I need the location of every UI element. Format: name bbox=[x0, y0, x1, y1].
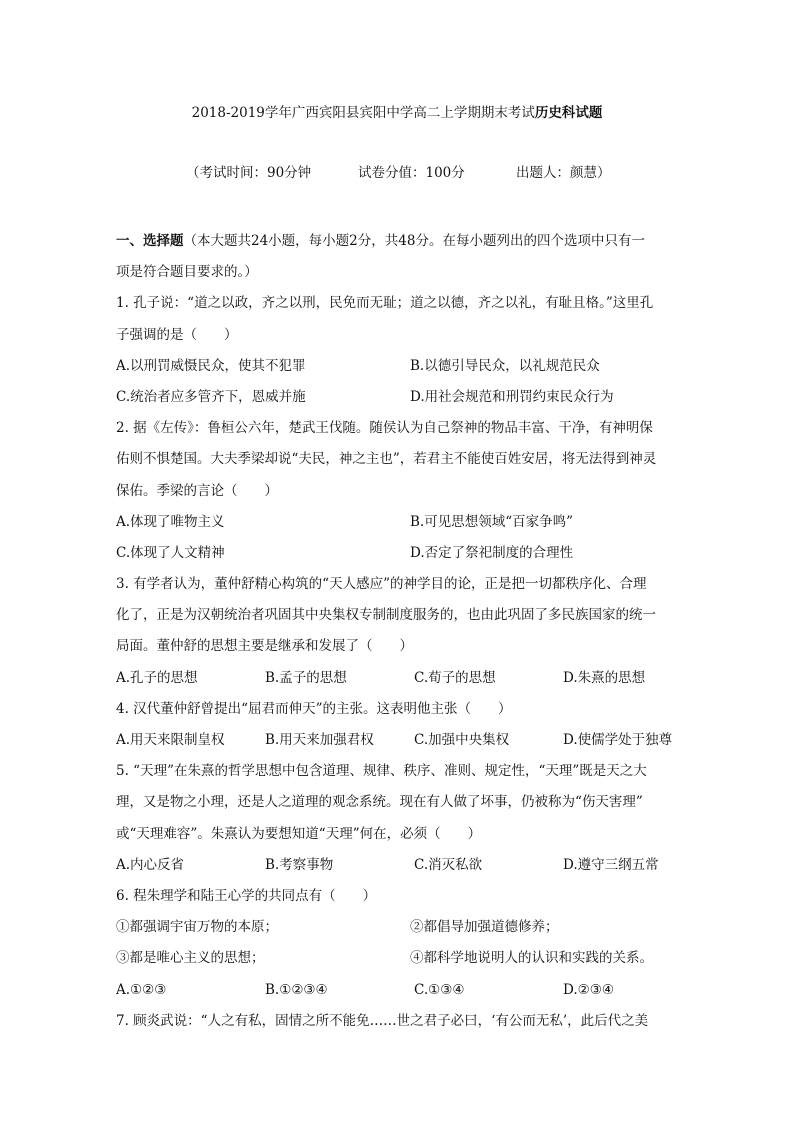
option-d: D.遵守三纲五常 bbox=[563, 856, 659, 873]
option-d: D.②③④ bbox=[563, 981, 614, 998]
statement-2: ②都倡导加强道德修养； bbox=[410, 919, 559, 936]
question-5-text: 5. “天理”在朱熹的哲学思想中包含道理、规律、秩序、准则、规定性，“天理”既是天之大 bbox=[116, 763, 647, 780]
question-5-text-cont: 理，又是物之小理，还是人之道理的观念系统。现在有人做了坏事，仍被称为“伤天害理” bbox=[116, 794, 643, 811]
question-2-text-cont: 佑则不惧楚国。大夫季梁却说“夫民，神之主也”，若君主不能使百姓安居，将无法得到神灵 bbox=[116, 451, 657, 468]
option-c: C.荀子的思想 bbox=[414, 669, 496, 686]
question-2-text: 2. 据《左传》：鲁桓公六年，楚武王伐随。随侯认为自己祭神的物品丰富、干净，有神明保 bbox=[116, 420, 653, 437]
exam-info bbox=[186, 163, 666, 183]
question-1-options-row bbox=[116, 351, 676, 382]
question-3-text-cont: 化了，正是为汉朝统治者巩固其中央集权专制制度服务的，也由此巩固了多民族国家的统一 bbox=[116, 607, 656, 624]
option-c: C.统治者应多管齐下，恩威并施 bbox=[116, 388, 306, 405]
question-2-options-row bbox=[116, 507, 676, 538]
option-c: C.消灭私欲 bbox=[414, 856, 483, 873]
question-3-text: 3. 有学者认为，董仲舒精心构筑的“天人感应”的神学目的论，正是把一切都秩序化、合理 bbox=[116, 576, 647, 593]
statement-4: ④都科学地说明人的认识和实践的关系。 bbox=[410, 950, 653, 967]
option-b: B.以德引导民众，以礼规范民众 bbox=[410, 357, 600, 374]
option-d: D.否定了祭祀制度的合理性 bbox=[410, 544, 574, 561]
question-3-text-cont: 局面。董仲舒的思想主要是继承和发展了（ ） bbox=[116, 638, 413, 655]
question-4-options-row bbox=[116, 725, 676, 756]
title-plain: 2018-2019学年广西宾阳县宾阳中学高二上学期期末考试 bbox=[191, 105, 535, 121]
option-c: C.体现了人文精神 bbox=[116, 544, 225, 561]
question-2-options-row bbox=[116, 538, 676, 569]
section-label: 一、选择题 bbox=[116, 233, 184, 249]
question-6-statements-row bbox=[116, 943, 676, 974]
exam-time: （考试时间：90分钟 bbox=[186, 165, 312, 181]
question-6-options-row bbox=[116, 975, 676, 1006]
option-b: B.可见思想领域“百家争鸣” bbox=[410, 513, 574, 530]
section-heading bbox=[116, 226, 676, 257]
option-b: B.考察事物 bbox=[265, 856, 334, 873]
question-7-text: 7. 顾炎武说：“人之有私，固情之所不能免……世之君子必曰，‘有公而无私’，此后代之美 bbox=[116, 1012, 649, 1029]
question-2-text-cont: 保佑。季梁的言论（ ） bbox=[116, 482, 278, 499]
question-6-statements-row bbox=[116, 912, 676, 943]
option-a: A.①②③ bbox=[116, 981, 167, 998]
option-b: B.用天来加强君权 bbox=[265, 732, 374, 748]
question-5-text-cont: 或“天理难容”。朱熹认为要想知道“天理”何在，必须（ ） bbox=[116, 825, 482, 842]
section-instruction-cont: 项是符合题目要求的。） bbox=[116, 264, 258, 281]
option-a: A.以刑罚威慑民众，使其不犯罪 bbox=[116, 357, 306, 374]
exam-score: 试卷分值：100分 bbox=[358, 165, 465, 181]
question-3-options-row bbox=[116, 663, 676, 694]
option-a: A.内心反省 bbox=[116, 856, 185, 873]
option-a: A.用天来限制皇权 bbox=[116, 732, 225, 748]
option-c: C.①③④ bbox=[414, 981, 465, 998]
exam-author: 出题人：颜慧） bbox=[516, 165, 611, 181]
option-c: C.加强中央集权 bbox=[414, 732, 510, 748]
section-instruction: （本大题共24小题，每小题2分，共48分。在每小题列出的四个选项中只有一 bbox=[183, 233, 645, 249]
option-d: D.用社会规范和刑罚约束民众行为 bbox=[410, 388, 614, 405]
statement-1: ①都强调宇宙万物的本原； bbox=[116, 919, 278, 936]
question-6-text: 6. 程朱理学和陆王心学的共同点有（ ） bbox=[116, 887, 377, 904]
question-1-options-row bbox=[116, 382, 676, 413]
option-d: D.使儒学处于独尊 bbox=[563, 732, 673, 748]
option-b: B.①②③④ bbox=[265, 981, 328, 998]
page-title bbox=[0, 103, 794, 123]
option-a: A.体现了唯物主义 bbox=[116, 513, 225, 530]
statement-3: ③都是唯心主义的思想； bbox=[116, 950, 265, 967]
option-b: B.孟子的思想 bbox=[265, 669, 347, 686]
title-bold: 历史科试题 bbox=[534, 105, 603, 121]
question-1-text: 1. 孔子说：“道之以政，齐之以刑，民免而无耻；道之以德，齐之以礼，有耻且格。”这里孔 bbox=[116, 295, 654, 312]
option-a: A.孔子的思想 bbox=[116, 669, 198, 686]
exam-content bbox=[116, 226, 676, 1037]
question-4-text: 4. 汉代董仲舒曾提出“屈君而伸天”的主张。这表明他主张（ ） bbox=[116, 700, 512, 717]
option-d: D.朱熹的思想 bbox=[563, 669, 646, 686]
question-1-text-cont: 子强调的是（ ） bbox=[116, 326, 238, 343]
question-5-options-row bbox=[116, 850, 676, 881]
